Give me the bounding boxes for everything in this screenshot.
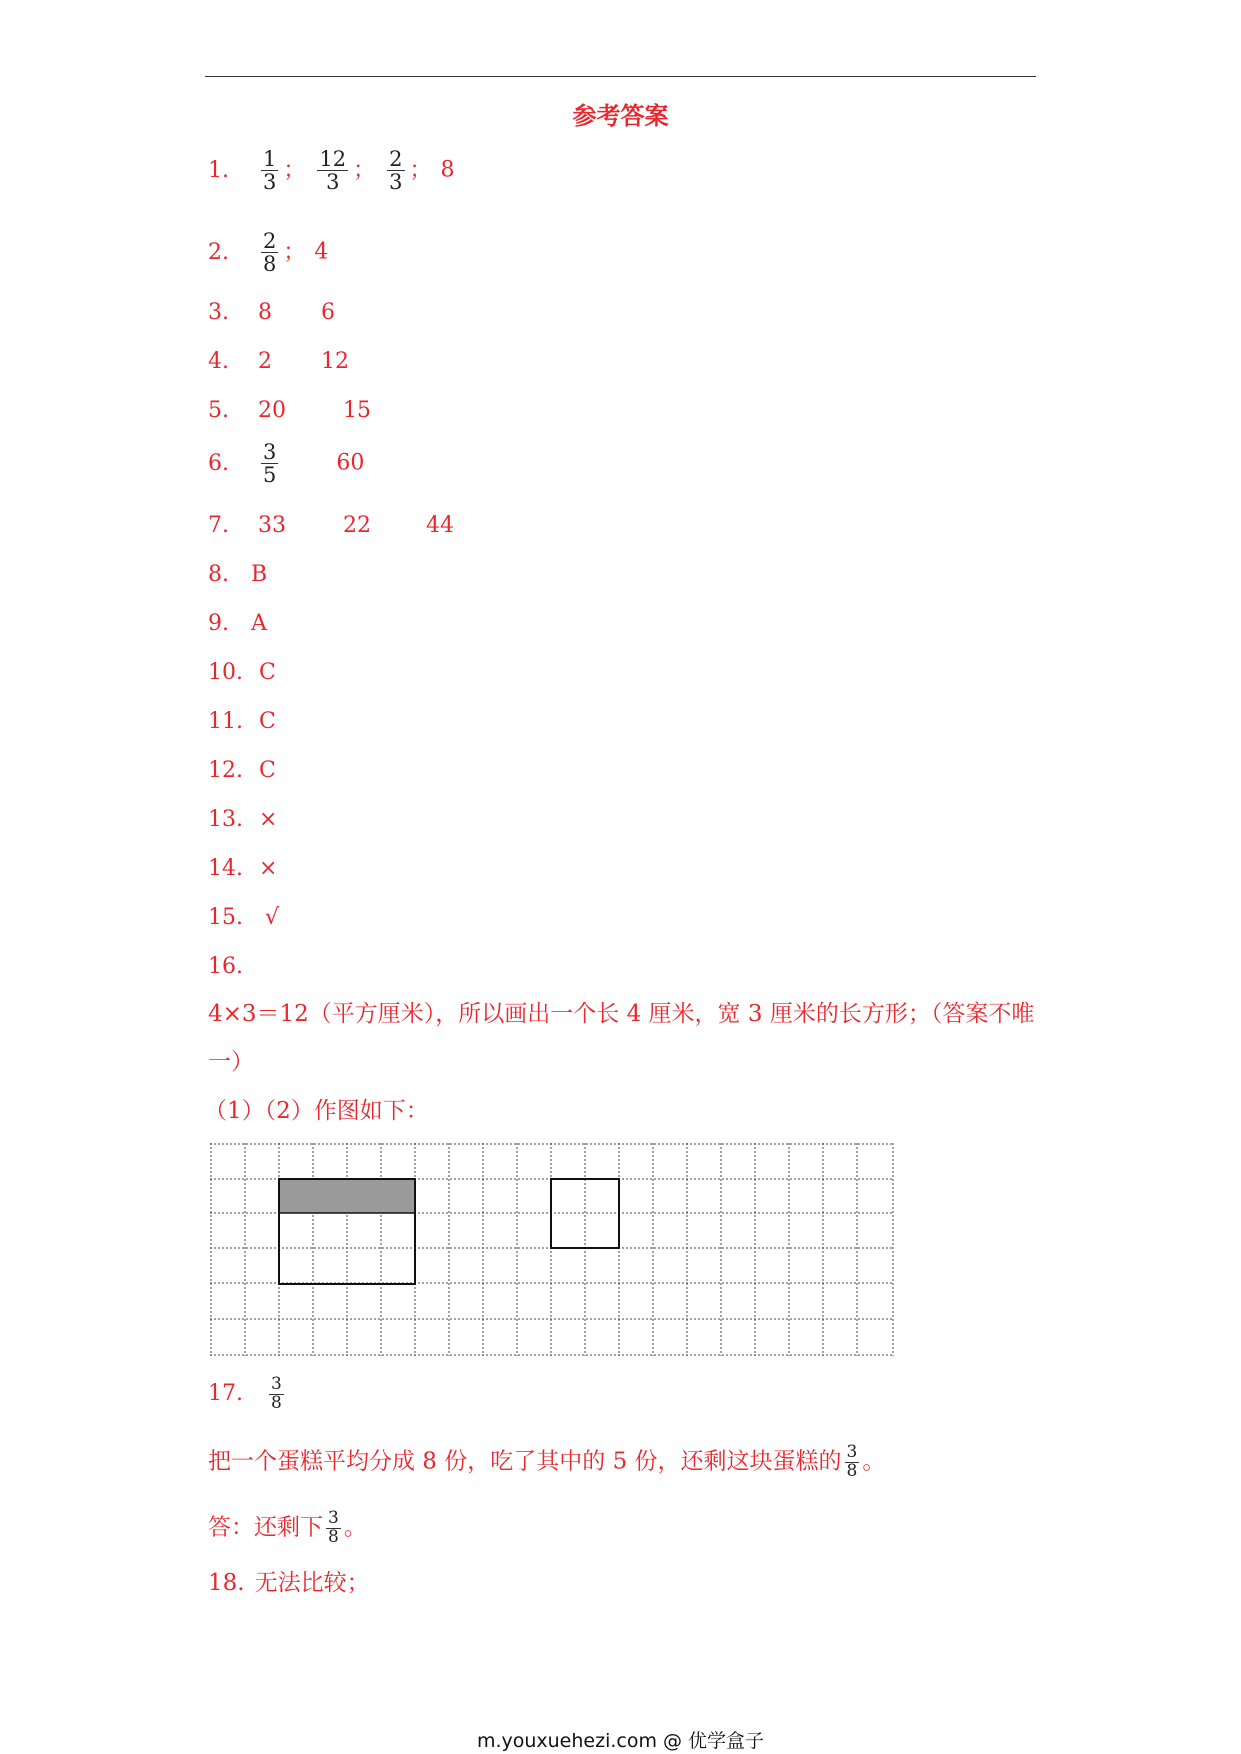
answer-number: 1. — [208, 157, 229, 183]
top-rule — [205, 76, 1036, 77]
answer-11 — [208, 711, 276, 733]
answer-2: 2. $\frac{2}{8}$ ； 4 — [208, 229, 329, 277]
fraction: $\frac{1}{3}$ — [263, 147, 277, 195]
fraction: $\frac{3}{8}$ — [328, 1508, 339, 1547]
answer-number: 16. — [208, 954, 243, 979]
answer-3 — [208, 302, 335, 324]
answer-value: 33 — [258, 513, 286, 538]
answer-16-subtitle: （1）（2）作图如下： — [204, 1098, 429, 1124]
answer-value: × — [259, 856, 278, 881]
answer-value: B — [251, 562, 268, 587]
answer-17-explanation: 把一个蛋糕平均分成 8 份，吃了其中的 5 份，还剩这块蛋糕的 $\frac{3}{8}$ 。 — [208, 1442, 886, 1481]
answer-value: × — [259, 807, 278, 832]
answer-value: C — [259, 709, 276, 734]
answer-9 — [208, 613, 267, 635]
fraction: $\frac{12}{3}$ — [319, 147, 347, 195]
answer-value: 60 — [336, 450, 365, 476]
fraction: $\frac{3}{8}$ — [846, 1442, 858, 1481]
answer-18 — [208, 1572, 370, 1595]
answer-number: 3. — [208, 300, 229, 325]
grid-drawing — [210, 1143, 894, 1356]
answer-value: C — [259, 660, 276, 685]
answer-number: 12. — [208, 758, 243, 783]
answer-15 — [208, 907, 279, 929]
fraction: $\frac{2}{3}$ — [389, 147, 403, 195]
answer-number: 13. — [208, 807, 243, 832]
answer-number: 9. — [208, 611, 229, 636]
answer-number: 7. — [208, 513, 229, 538]
answer-14 — [208, 858, 277, 880]
answer-number: 11. — [208, 709, 243, 734]
answer-10 — [208, 662, 276, 684]
answer-17-reply: 答：还剩下 $\frac{3}{8}$ 。 — [208, 1508, 367, 1547]
answer-number: 4. — [208, 349, 229, 374]
answer-value: 22 — [343, 513, 371, 538]
answer-value: C — [259, 758, 276, 783]
answer-8 — [208, 564, 267, 586]
answer-17 — [208, 1376, 287, 1413]
answer-value: A — [251, 611, 267, 636]
fraction: $\frac{3}{5}$ — [263, 440, 277, 488]
answer-number: 2. — [208, 239, 229, 265]
fraction: $\frac{2}{8}$ — [263, 229, 277, 277]
answer-number: 10. — [208, 660, 243, 685]
answer-number: 15. — [208, 905, 243, 930]
answer-13 — [208, 809, 277, 831]
answer-12 — [208, 760, 276, 782]
dotted-grid — [210, 1143, 894, 1356]
fraction: $\frac{3}{8}$ — [271, 1374, 282, 1413]
answer-value: 44 — [426, 513, 454, 538]
answer-1: 1. $\frac{1}{3}$ ； $\frac{12}{3}$ ； $\frac{2}{3}$ ； 8 — [208, 147, 455, 195]
footer-watermark: m.youxuehezi.com @ 优学盒子 — [476, 1730, 765, 1752]
answer-value: 6 — [321, 300, 335, 325]
answer-value: 20 — [258, 398, 286, 423]
answer-number: 5. — [208, 398, 229, 423]
answer-value: 8 — [258, 300, 272, 325]
answer-value: 2 — [258, 349, 272, 374]
answer-4 — [208, 351, 349, 373]
answer-number: 6. — [208, 450, 229, 476]
page-title: 参考答案 — [572, 102, 669, 130]
square-2x2 — [551, 1179, 619, 1248]
answer-value: √ — [265, 905, 280, 930]
answer-value: 4 — [314, 239, 329, 265]
answer-value: 无法比较； — [254, 1570, 370, 1596]
answer-value: 8 — [440, 157, 455, 183]
answer-number: 17. — [208, 1381, 243, 1407]
answer-value: 15 — [343, 398, 371, 423]
answer-number: 8. — [208, 562, 229, 587]
shaded-region — [279, 1179, 415, 1213]
answer-6 — [208, 441, 364, 486]
answer-7 — [208, 515, 454, 537]
answer-5 — [208, 400, 371, 422]
answer-number: 14. — [208, 856, 243, 881]
answer-16-explanation: 4×3＝12（平方厘米），所以画出一个长 4 厘米，宽 3 厘米的长方形；（答案不唯一） — [208, 1001, 1035, 1075]
answer-number: 18. — [208, 1570, 245, 1596]
answer-16 — [208, 956, 243, 978]
answer-value: 12 — [321, 349, 349, 374]
